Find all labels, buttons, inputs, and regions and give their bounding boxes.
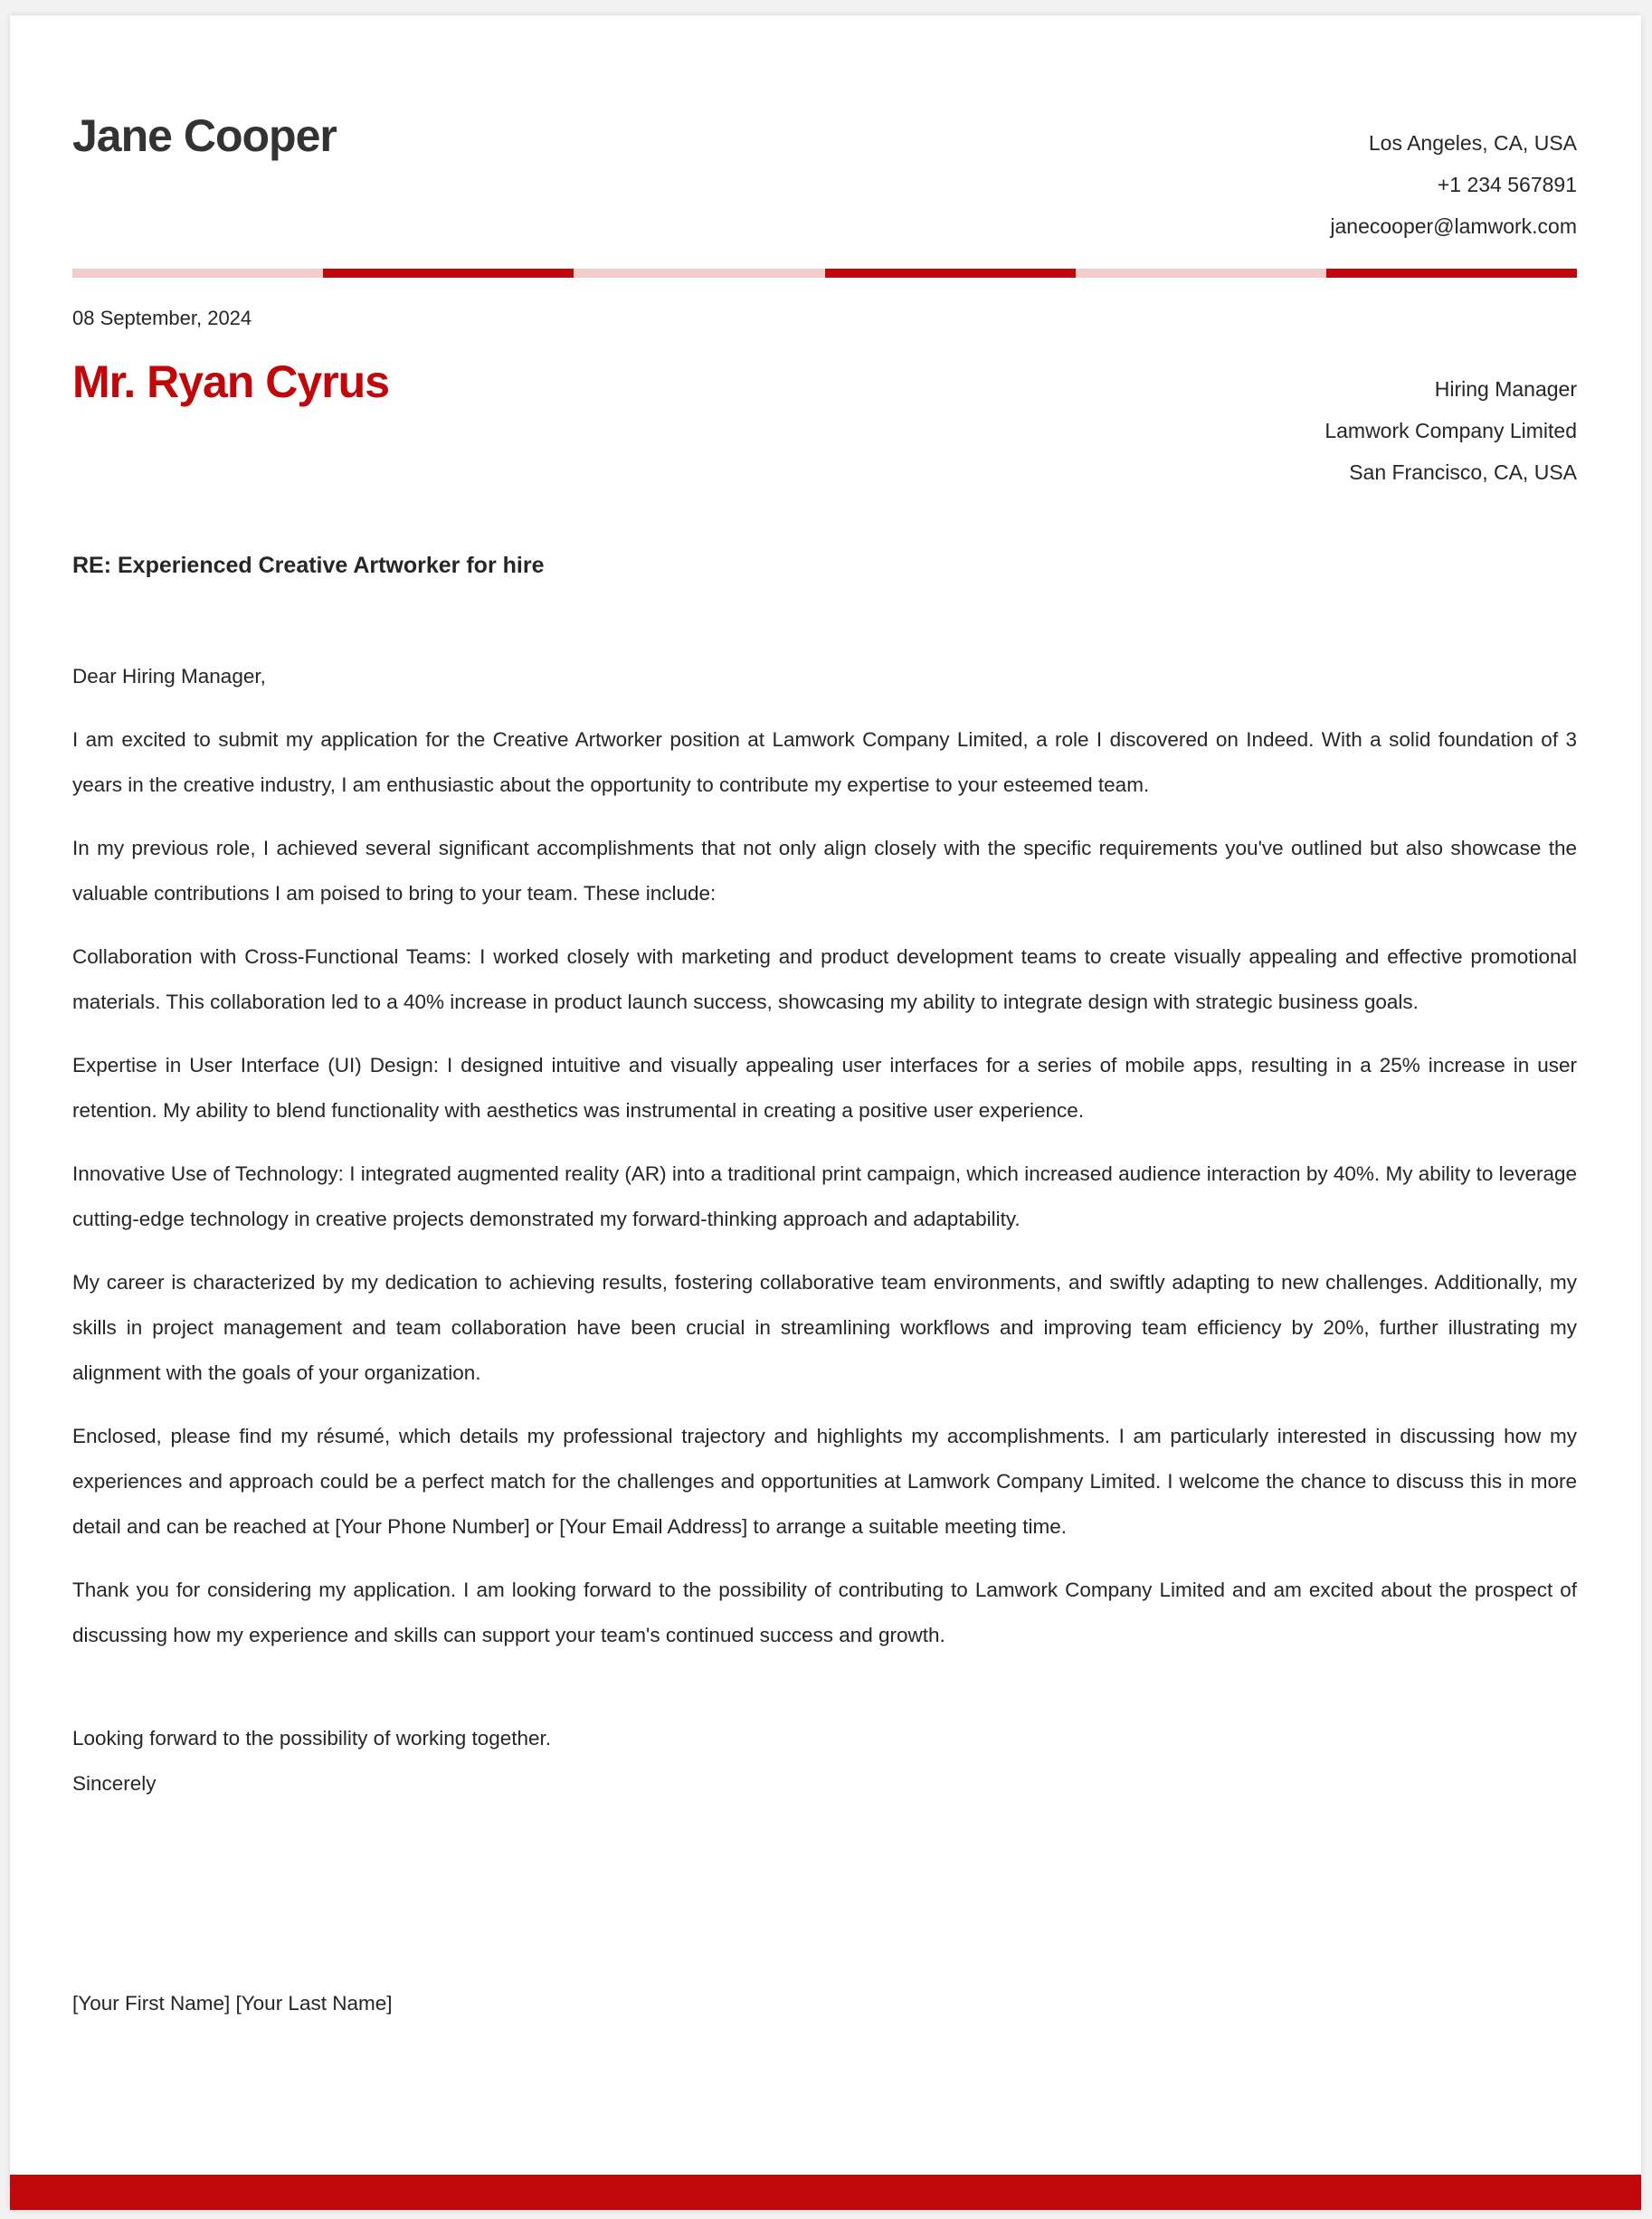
recipient-location: San Francisco, CA, USA: [1349, 460, 1577, 484]
letter-page: [10, 15, 1641, 2210]
closing-signoff: Sincerely: [72, 1772, 157, 1795]
signature-name: [Your First Name] [Your Last Name]: [72, 1992, 393, 2015]
recipient-details: [1324, 370, 1577, 495]
header-divider-stripe: [72, 269, 1577, 278]
body-paragraph: My career is characterized by my dedication to achieving results, fostering collaborative team environments, and swiftly adapting to new challenges. Additionally, my skills in project management and team collaboration have been crucial in streamlining workflows and improving team efficiency by 20%, further illustrating my alignment with the goals of your organization.: [72, 1271, 1577, 1384]
sender-location: Los Angeles, CA, USA: [1368, 131, 1577, 155]
body-paragraph: Expertise in User Interface (UI) Design: I designed intuitive and visually appealing user interfaces for a series of mobile apps, resulting in a 25% increase in user retention. My ability to blend functionality with aesthetics was instrumental in creating a positive user experience.: [72, 1054, 1577, 1122]
recipient-company: Lamwork Company Limited: [1324, 419, 1577, 442]
stripe-segment: [825, 269, 1076, 278]
body-paragraph: Thank you for considering my application. I am looking forward to the possibility of contributing to Lamwork Company Limited and am excited about the prospect of discussing how my experience and skills can support your team's continued success and growth.: [72, 1579, 1577, 1646]
footer-accent-bar: [10, 2175, 1641, 2210]
letter-subject: RE: Experienced Creative Artworker for hire: [72, 553, 545, 578]
recipient-name: Mr. Ryan Cyrus: [72, 356, 390, 407]
stripe-segment: [1326, 269, 1577, 278]
sender-contact: [1330, 124, 1577, 249]
stripe-segment: [323, 269, 574, 278]
sender-email: janecooper@lamwork.com: [1330, 214, 1577, 238]
sender-phone: +1 234 567891: [1437, 173, 1577, 196]
stripe-segment: [72, 269, 323, 278]
letter-body: [72, 654, 1577, 1676]
sender-name: Jane Cooper: [72, 110, 337, 161]
closing-block: [72, 1716, 551, 1806]
body-paragraph: Innovative Use of Technology: I integrated augmented reality (AR) into a traditional print campaign, which increased audience interaction by 40%. My ability to leverage cutting-edge technology in creative projects demonstrated my forward-thinking approach and adaptability.: [72, 1162, 1577, 1230]
closing-line: Looking forward to the possibility of working together.: [72, 1727, 552, 1750]
stripe-segment: [1076, 269, 1326, 278]
recipient-title: Hiring Manager: [1434, 377, 1577, 401]
stripe-segment: [574, 269, 824, 278]
body-paragraph: Collaboration with Cross-Functional Teams: I worked closely with marketing and product development teams to create visually appealing and effective promotional materials. This collaboration led to a 40% increase in product launch success, showcasing my ability to integrate design with strategic business goals.: [72, 945, 1577, 1013]
body-paragraph: In my previous role, I achieved several significant accomplishments that not only align closely with the specific requirements you've outlined but also showcase the valuable contributions I am poised to bring to your team. These include:: [72, 837, 1577, 905]
letter-date: 08 September, 2024: [72, 307, 252, 329]
body-paragraph: Enclosed, please find my résumé, which details my professional trajectory and highlights my accomplishments. I am particularly interested in discussing how my experiences and approach could be a perfect match for the challenges and opportunities at Lamwork Company Limited. I welcome the chance to discuss this in more detail and can be reached at [Your Phone Number] or [Your Email Address] to arrange a suitable meeting time.: [72, 1425, 1577, 1538]
salutation: Dear Hiring Manager,: [72, 665, 266, 688]
body-paragraph: I am excited to submit my application for the Creative Artworker position at Lamwork Company Limited, a role I discovered on Indeed. With a solid foundation of 3 years in the creative industry, I am enthusiastic about the opportunity to contribute my expertise to your esteemed team.: [72, 728, 1577, 796]
